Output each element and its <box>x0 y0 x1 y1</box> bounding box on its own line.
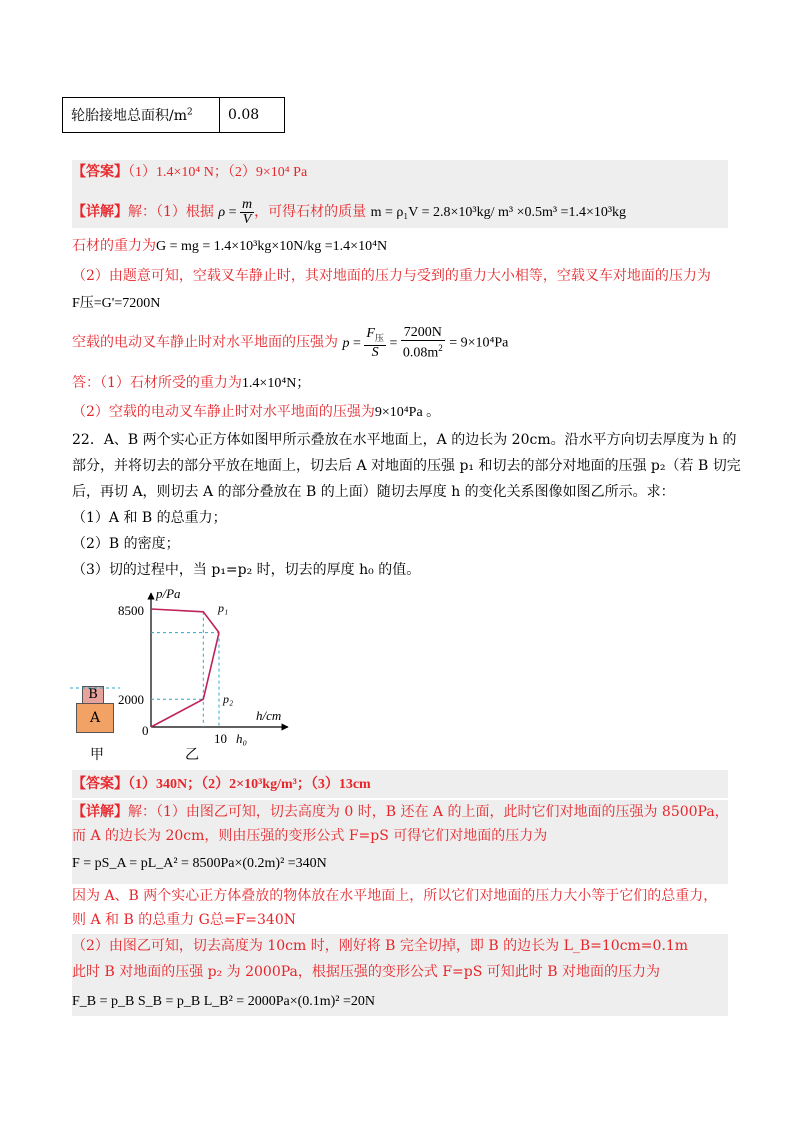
block-a <box>76 703 114 733</box>
ans2-prefix: （2）空载的电动叉车静止时对水平地面的压强为 <box>72 404 375 420</box>
ans1-prefix: 答：（1）石材所受的重力为 <box>72 375 242 391</box>
q21-force: F压=G'=7200N <box>72 296 161 311</box>
mass-formula: m = ρ₁V = 2.8×10³kg/ m³ ×0.5m³ =1.4×10³kg <box>370 205 627 220</box>
q22-stem-2: 部分，并将切去的部分平放在地面上，切去后 A 对地面的压强 p₁ 和切去的部分对地面的压强 p₂（若 B 切完 <box>72 458 741 474</box>
density-formula: ρ = $\frac{m}{V}$ <box>218 197 253 228</box>
tire-area-label: 轮胎接地总面积$/m^2$ <box>71 107 193 124</box>
p2-series-label: p₂ <box>223 692 234 706</box>
block-a-label: A <box>89 710 101 726</box>
detail-mid: ，可得石材的质量 <box>254 204 367 220</box>
table-row <box>63 98 285 133</box>
q21-ans1 <box>72 373 310 394</box>
q22-item-2: （2）B 的密度； <box>72 536 180 552</box>
p1-series-line <box>151 609 219 633</box>
q21-ans2 <box>72 402 440 423</box>
q22-answer-tag: 【答案】 <box>72 776 128 792</box>
q22-stem-1: 22．A、B 两个实心正方体如图甲所示叠放在水平地面上，A 的边长为 20cm。沿水平方向切去厚度为 h 的 <box>72 432 737 448</box>
q21-detail-line <box>72 198 626 227</box>
q22-detail-4: 则 A 和 B 的总重力 G总=F=340N <box>72 912 296 928</box>
fig-jia-label: 甲 <box>90 747 104 763</box>
pressure-formula: p = $\frac{F_压}{S}$ = $\frac{7200N}{0.08m^2}$ <box>342 325 443 361</box>
pressure-chart <box>110 585 310 755</box>
q22-detail-3: 因为 A、B 两个实心正方体叠放的物体放在水平地面上，所以它们对地面的压力大小等于它们的总重力， <box>72 888 718 904</box>
ans1-value: 1.4×10⁴N； <box>241 376 311 391</box>
block-b-label: B <box>88 687 98 702</box>
q22-detail-2: 而 A 的边长为 20cm，则由压强的变形公式 F=pS 可得它们对地面的压力为 <box>72 828 548 844</box>
q21-weight-line <box>72 236 387 257</box>
q22-detail-text-1: 解：（1）由图乙可知，切去高度为 0 时，B 还在 A 的上面，此时它们对地面的压强为 8500Pa， <box>128 804 729 820</box>
x-axis-label: h/cm <box>256 708 282 723</box>
x-tick-10: 10 <box>214 731 227 746</box>
pressure-prefix: 空载的电动叉车静止时对水平地面的压强为 <box>72 334 338 351</box>
origin-label: 0 <box>142 723 149 738</box>
weight-formula: G = mg = 1.4×10³kg×10N/kg =1.4×10⁴N <box>156 239 388 254</box>
q21-answer-line <box>72 162 307 183</box>
detail-tag: 【详解】 <box>72 204 128 220</box>
q21-pressure-line <box>72 326 508 361</box>
p2-series-line <box>151 633 219 727</box>
y-tick-8500: 8500 <box>118 603 144 618</box>
q22-detail-6: 此时 B 对地面的压强 p₂ 为 2000Pa，根据压强的变形公式 F=pS 可知此时 B 对地面的压力为 <box>72 964 660 980</box>
ans2-value: 9×10⁴Pa 。 <box>374 405 441 420</box>
q22-item-1: （1）A 和 B 的总重力； <box>72 510 227 526</box>
table-cell-label <box>63 98 220 133</box>
q22-formula-2: F_B = p_B S_B = p_B L_B² = 2000Pa×(0.1m)² =20N <box>72 994 376 1009</box>
weight-prefix: 石材的重力为 <box>72 238 156 254</box>
q22-formula-1: F = pS_A = pL_A² = 8500Pa×(0.2m)² =340N <box>72 856 327 871</box>
table-cell-value: 0.08 <box>220 98 285 133</box>
pressure-result: = 9×10⁴Pa <box>449 335 509 351</box>
q22-answer-text: （1）340N；（2）2×10³kg/m³；（3）13cm <box>128 777 371 792</box>
q22-stem-3: 后，再切 A，则切去 A 的部分叠放在 B 的上面）随切去厚度 h 的变化关系图像如图乙所示。求： <box>72 484 675 500</box>
q22-answer-line <box>72 774 371 795</box>
q21-part2: （2）由题意可知，空载叉车静止时，其对地面的压力与受到的重力大小相等，空载叉车对地面的压力为 <box>72 268 711 284</box>
q22-detail-1 <box>72 802 729 822</box>
q22-detail-5: （2）由图乙可知，切去高度为 10cm 时，刚好将 B 完全切掉，即 B 的边长为 L_B=10cm=0.1m <box>72 938 689 954</box>
spec-table <box>62 97 285 133</box>
q22-detail-tag: 【详解】 <box>72 804 128 820</box>
y-axis-label: p/Pa <box>156 586 181 601</box>
detail-intro: 解：（1）根据 <box>128 204 214 220</box>
answer-tag: 【答案】 <box>72 164 128 180</box>
p1-series-label: p₁ <box>218 601 229 615</box>
x-tick-h0: h₀ <box>236 731 248 746</box>
answer-text: （1）1.4×10⁴ N；（2）9×10⁴ Pa <box>128 165 308 180</box>
fig-yi-label: 乙 <box>185 747 199 763</box>
q22-item-3: （3）切的过程中，当 p₁=p₂ 时，切去的厚度 h₀ 的值。 <box>72 562 421 578</box>
y-tick-2000: 2000 <box>118 692 144 707</box>
